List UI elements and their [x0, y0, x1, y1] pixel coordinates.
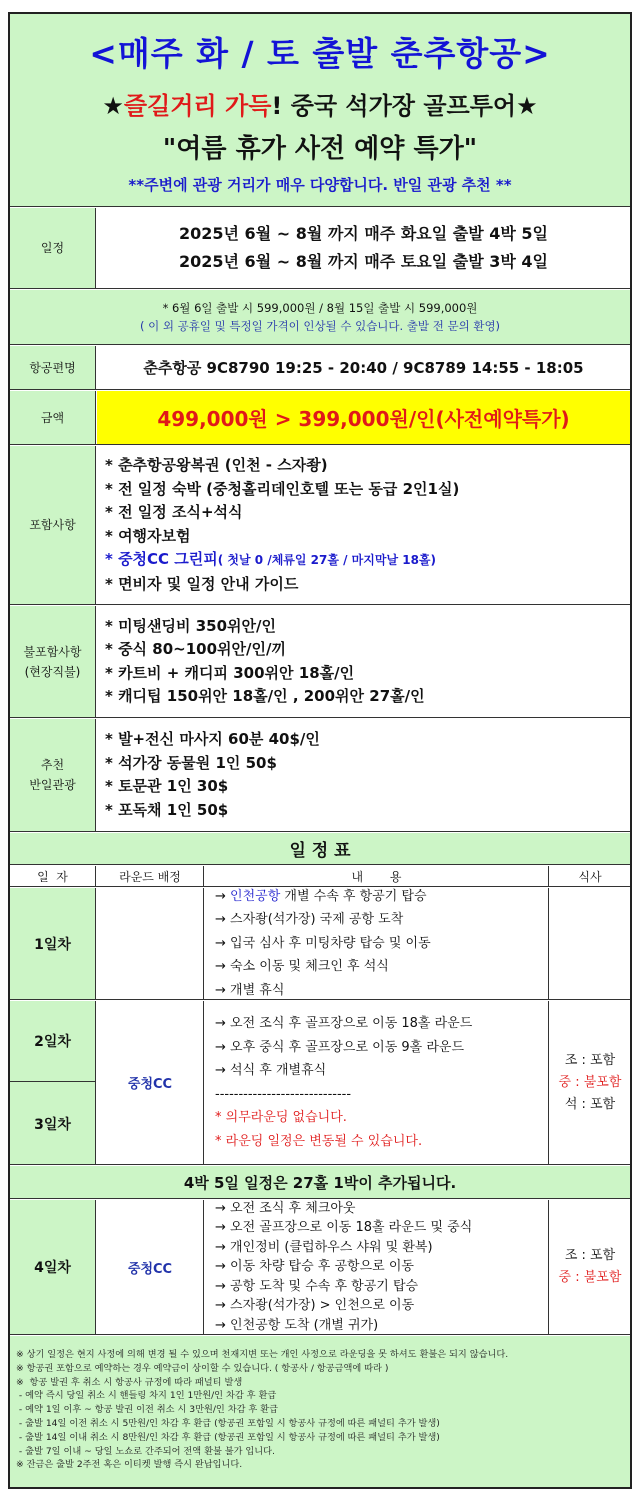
content-line: → 개별 휴식 [215, 982, 285, 998]
meal-lunch: 중 : 불포함 [558, 1270, 622, 1285]
meal-cell [550, 1001, 630, 1164]
price-value: 499,000원 > 399,000원/인(사전예약특가) [97, 391, 630, 444]
header-note: **주변에 관광 거리가 매우 다양합니다. 반일 관광 추천 ** [128, 176, 512, 194]
included-row [10, 446, 630, 605]
schedule-line: 2025년 6월 ~ 8월 까지 매주 토요일 출발 3박 4일 [179, 252, 548, 271]
terms-line: ※ 잔금은 출발 2주전 혹은 이티켓 발행 즉시 완납입니다. [16, 1459, 243, 1471]
excluded-value [97, 606, 630, 717]
itinerary-row-day4 [10, 1200, 630, 1335]
meal-dinner: 석 : 포함 [564, 1096, 616, 1112]
divider: ----------------------------- [215, 1086, 352, 1102]
tour-item: * 토문관 1인 30$ [105, 777, 229, 795]
flyer-header [10, 14, 630, 207]
meal-cell [550, 888, 630, 999]
itinerary-row-day23 [10, 1001, 630, 1165]
tours-row [10, 719, 630, 832]
schedule-value [97, 208, 630, 288]
content-line: → 오전 조식 후 골프장으로 이동 18홀 라운드 [215, 1016, 473, 1031]
excluded-label-line: (현장직불) [24, 664, 81, 679]
terms-line: - 예약 1일 이후 ~ 항공 발권 이전 취소 시 3만원/인 차감 후 환급 [16, 1404, 278, 1416]
content-list [215, 1001, 472, 1164]
star-icon: ★ [102, 92, 124, 120]
content-cell [205, 1001, 549, 1164]
schedule-line: 2025년 6월 ~ 8월 까지 매주 화요일 출발 4박 5일 [179, 224, 548, 243]
content-text: 개별 수속 후 항공기 탑승 [280, 888, 427, 904]
content-line: → 인천공항 도착 (개별 귀가) [215, 1317, 379, 1333]
tour-item: * 발+전신 마사지 60분 40$/인 [105, 730, 320, 748]
content-line: → 석식 후 개별휴식 [215, 1063, 327, 1078]
excluded-item: * 미팅샌딩비 350위안/인 [105, 616, 276, 635]
content-line: → 오후 중식 후 골프장으로 이동 9홀 라운드 [215, 1039, 465, 1055]
tour-item: * 석가장 동물원 1인 50$ [105, 753, 277, 772]
flight-value: 춘추항공 9C8790 19:25 - 20:40 / 9C8789 14:55 - 18:05 [143, 359, 584, 377]
tours-label [10, 719, 96, 831]
meal-breakfast: 조 : 포함 [564, 1248, 616, 1263]
round-cell: 중청CC [97, 1001, 204, 1164]
header-round: 라운드 배정 [97, 866, 204, 886]
included-value [97, 446, 630, 604]
meal-breakfast: 조 : 포함 [564, 1052, 616, 1068]
content-cell [205, 1200, 549, 1334]
day-label: 3일차 [34, 1116, 71, 1133]
promo-title: "여름 휴가 사전 예약 특가" [162, 134, 478, 164]
subtitle-highlight: 즐길거리 가득 [123, 92, 272, 120]
note-line: * 라운딩 일정은 변동될 수 있습니다. [215, 1133, 423, 1149]
schedule-row [10, 208, 630, 289]
header-meal: 식사 [578, 869, 602, 884]
content-line: → 스자좡(석가장) 국제 공항 도착 [215, 912, 404, 928]
tours-list [105, 719, 320, 831]
content-line: → 스자좡(석가장) > 인천으로 이동 [215, 1298, 415, 1314]
holiday-disclaimer: ( 이 외 공휴일 및 특정일 가격이 인상될 수 있습니다. 출발 전 문의 환영) [139, 319, 501, 333]
itinerary-title: 일 정 표 [10, 833, 630, 865]
included-item: * 전 일정 숙박 (중청홀리데인호텔 또는 동급 2인1실) [105, 479, 460, 498]
excluded-row [10, 606, 630, 718]
terms-line: - 출발 7일 이내 ~ 당일 노쇼로 간주되어 전액 환불 불가 입니다. [16, 1445, 275, 1457]
content-line: → 공항 도착 및 수속 후 항공기 탑승 [215, 1278, 419, 1294]
included-label: 포함사항 [10, 446, 96, 604]
included-item: * 여행자보험 [105, 526, 191, 545]
content-line [215, 885, 431, 909]
terms-line: - 예약 즉시 당일 취소 시 핸들링 차지 1인 1만원/인 차감 후 환급 [16, 1390, 277, 1402]
holiday-price-note: * 6월 6일 출발 시 599,000원 / 8월 15일 출발 시 599,000원 [162, 301, 478, 315]
terms-line: ※ 항공권 포함으로 예약하는 경우 예약금이 상이할 수 있습니다. ( 항공사 / 항공금액에 따라 ) [16, 1362, 389, 1374]
included-item: * 면비자 및 일정 안내 가이드 [105, 574, 299, 593]
itinerary-row-day1 [10, 888, 630, 1000]
tour-item: * 포독채 1인 50$ [105, 800, 229, 819]
tour-flyer [8, 12, 632, 1489]
content-list [215, 888, 431, 999]
flight-row [10, 346, 630, 390]
tours-label-line: 반일관광 [29, 778, 76, 792]
included-item: * 춘추항공왕복권 (인천 - 스자좡) [105, 456, 328, 474]
note-line: * 의무라운딩 없습니다. [215, 1110, 347, 1125]
included-item: * 전 일정 조식+석식 [105, 503, 243, 521]
tours-value [97, 719, 630, 831]
excluded-item: * 캐디팁 150위안 18홀/인 , 200위안 27홀/인 [105, 687, 425, 705]
content-line: → 개인정비 (클럽하우스 샤워 및 환복) [215, 1239, 433, 1255]
green-fee-text: * 중청CC 그린피 [105, 550, 218, 568]
terms-line: - 출발 14일 이전 취소 시 5만원/인 차감 후 환급 (항공권 포함일 시 항공사 규정에 따른 패널티 추가 발생) [16, 1417, 440, 1429]
schedule-label: 일정 [10, 208, 96, 288]
round-cell: 중청CC [97, 1200, 204, 1334]
green-fee-detail: ( 첫날 0 /체류일 27홀 / 마지막날 18홀) [217, 553, 437, 567]
included-list [105, 446, 459, 604]
excluded-list [105, 606, 425, 717]
flight-label: 항공편명 [10, 346, 96, 389]
star-icon: ★ [516, 92, 538, 120]
price-row [10, 391, 630, 445]
included-item-green-fee [105, 548, 459, 573]
header-content: 내 용 [205, 866, 549, 886]
day-label: 1일차 [10, 888, 96, 999]
content-cell [205, 888, 549, 999]
content-line: → 오전 조식 후 체크아웃 [215, 1200, 356, 1216]
excluded-label-line: 불포함사항 [23, 644, 82, 659]
terms-footer [10, 1336, 630, 1487]
subtitle-text: ! 중국 석가장 골프투어 [271, 92, 517, 120]
day-label-group [10, 1001, 96, 1164]
terms-line: - 출발 14일 이내 취소 시 8만원/인 차감 후 환급 (항공권 포함일 시 항공사 규정에 따른 패널티 추가 발생) [16, 1431, 440, 1443]
highlight-text: 인천공항 [230, 888, 281, 904]
meal-cell [550, 1200, 630, 1334]
content-list [215, 1200, 472, 1334]
content-line: → 이동 차량 탑승 후 공항으로 이동 [215, 1259, 414, 1275]
header-day: 일 자 [10, 866, 96, 886]
content-line: → 오전 골프장으로 이동 18홀 라운드 및 중식 [215, 1220, 473, 1236]
content-line: → 입국 심사 후 미팅차량 탑승 및 이동 [215, 935, 431, 951]
price-label: 금액 [10, 391, 96, 444]
day-label: 2일차 [10, 1001, 95, 1082]
day-label: 4일차 [10, 1200, 96, 1334]
terms-line: ※ 항공 발권 후 취소 시 항공사 규정에 따라 패널티 발생 [16, 1376, 243, 1388]
flyer-subtitle [10, 86, 630, 121]
content-line: → 숙소 이동 및 체크인 후 석식 [215, 959, 389, 975]
flyer-title: <매주 화 / 토 출발 춘추항공> [89, 34, 551, 73]
holiday-note-row [10, 290, 630, 345]
terms-line: ※ 상기 일정은 현지 사정에 의해 변경 될 수 있으며 천재지변 또는 개인 사정으로 라운딩을 못 하셔도 환불은 되지 않습니다. [16, 1349, 509, 1360]
meal-lunch: 중 : 불포함 [558, 1074, 622, 1090]
round-cell [97, 888, 204, 999]
excluded-item: * 카트비 + 캐디피 300위안 18홀/인 [105, 663, 355, 682]
extra-night-note: 4박 5일 일정은 27홀 1박이 추가됩니다. [10, 1166, 630, 1199]
excluded-label [10, 606, 96, 717]
arrow-icon: → [215, 888, 231, 904]
excluded-item: * 중식 80~100위안/인/끼 [105, 640, 286, 658]
tours-label-line: 추천 [40, 758, 65, 772]
